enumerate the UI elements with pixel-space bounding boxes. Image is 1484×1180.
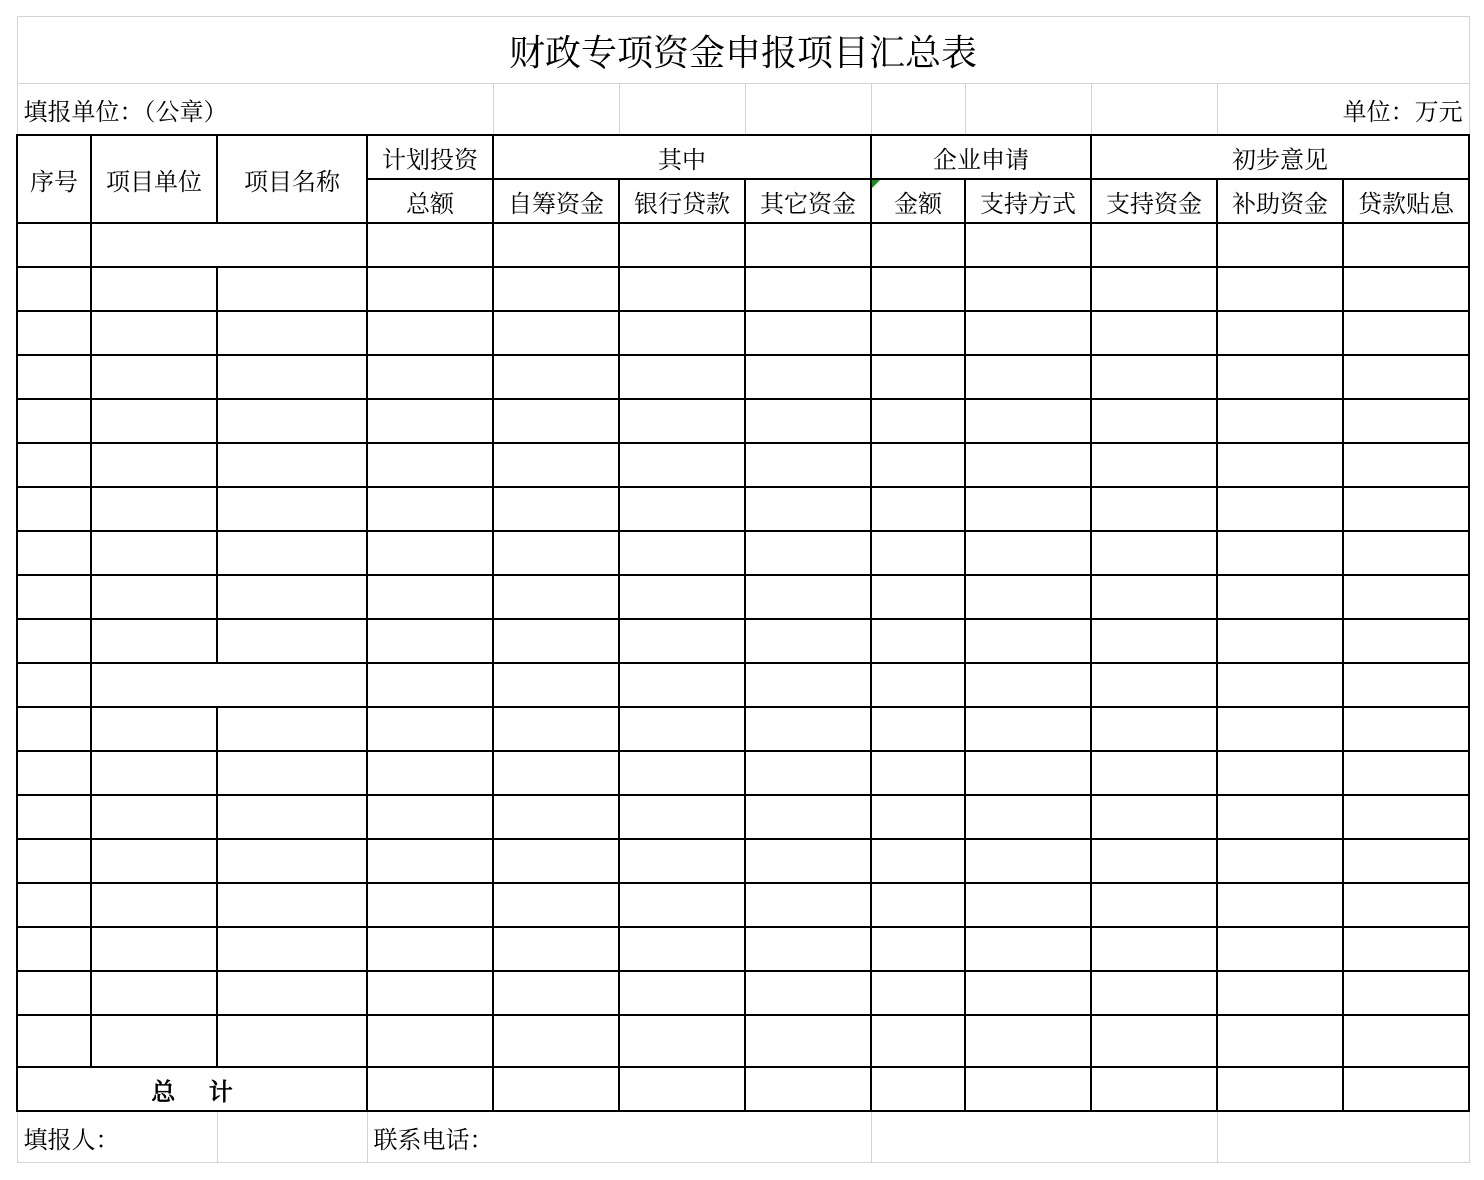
table-cell[interactable] [619, 267, 745, 311]
table-cell[interactable] [745, 971, 871, 1015]
table-cell[interactable] [1091, 1015, 1217, 1067]
table-cell[interactable] [217, 839, 367, 883]
table-row [17, 795, 1469, 839]
table-cell[interactable] [1217, 751, 1343, 795]
table-cell[interactable] [745, 487, 871, 531]
table-cell[interactable] [871, 795, 965, 839]
cell[interactable] [493, 84, 619, 136]
table-cell[interactable] [91, 1015, 217, 1067]
table-cell[interactable] [745, 663, 871, 707]
table-cell[interactable] [91, 927, 217, 971]
table-cell[interactable] [871, 707, 965, 751]
table-cell[interactable] [1217, 883, 1343, 927]
table-cell[interactable] [1091, 575, 1217, 619]
table-cell[interactable] [1343, 487, 1469, 531]
table-cell[interactable] [871, 883, 965, 927]
table-cell[interactable] [493, 575, 619, 619]
table-cell[interactable] [493, 355, 619, 399]
table-cell[interactable] [493, 223, 619, 267]
table-cell[interactable] [367, 927, 493, 971]
table-cell[interactable] [1217, 1015, 1343, 1067]
table-cell[interactable] [1343, 531, 1469, 575]
table-cell[interactable] [745, 839, 871, 883]
table-cell[interactable] [91, 531, 217, 575]
table-cell[interactable] [619, 707, 745, 751]
table-row [17, 839, 1469, 883]
header-seq: 序号 [17, 135, 91, 223]
table-cell[interactable] [871, 487, 965, 531]
table-cell[interactable] [493, 443, 619, 487]
table-cell[interactable] [367, 971, 493, 1015]
table-cell[interactable] [493, 839, 619, 883]
filler-label: 填报人： [17, 1111, 217, 1163]
table-cell[interactable] [1217, 443, 1343, 487]
table-cell[interactable] [1343, 751, 1469, 795]
header-other-funds: 其它资金 [745, 179, 871, 223]
table-cell[interactable] [745, 751, 871, 795]
table-cell[interactable] [1091, 751, 1217, 795]
table-cell[interactable] [1343, 399, 1469, 443]
table-cell[interactable] [367, 619, 493, 663]
table-cell[interactable] [871, 575, 965, 619]
header-subsidy-funds: 补助资金 [1217, 179, 1343, 223]
table-cell[interactable] [965, 883, 1091, 927]
table-cell[interactable] [367, 355, 493, 399]
table-cell[interactable] [1217, 927, 1343, 971]
table-row [17, 311, 1469, 355]
table-cell[interactable] [367, 795, 493, 839]
table-cell[interactable] [1091, 795, 1217, 839]
table-cell[interactable] [619, 311, 745, 355]
table-cell[interactable] [871, 839, 965, 883]
table-cell[interactable] [745, 575, 871, 619]
table-cell[interactable] [965, 531, 1091, 575]
cell[interactable] [619, 84, 745, 136]
table-cell[interactable] [871, 971, 965, 1015]
table-cell[interactable] [17, 575, 91, 619]
table-cell[interactable] [1343, 311, 1469, 355]
table-cell[interactable] [367, 839, 493, 883]
table-cell[interactable] [1343, 663, 1469, 707]
table-cell[interactable] [1217, 267, 1343, 311]
data-rows [17, 223, 1469, 1067]
table-cell[interactable] [1091, 223, 1217, 267]
table-cell[interactable] [871, 267, 965, 311]
table-cell[interactable] [1217, 399, 1343, 443]
table-cell[interactable] [217, 927, 367, 971]
table-cell[interactable] [367, 531, 493, 575]
table-cell[interactable] [1343, 971, 1469, 1015]
table-cell[interactable] [619, 1015, 745, 1067]
table-cell[interactable] [871, 663, 965, 707]
table-cell[interactable] [1343, 575, 1469, 619]
table-cell[interactable] [871, 1015, 965, 1067]
table-cell[interactable] [1091, 267, 1217, 311]
table-cell[interactable] [91, 355, 217, 399]
table-cell[interactable] [217, 487, 367, 531]
table-cell[interactable] [1091, 311, 1217, 355]
table-cell[interactable] [745, 443, 871, 487]
table-row [17, 443, 1469, 487]
table-cell[interactable] [965, 751, 1091, 795]
cell[interactable] [745, 84, 871, 136]
table-cell[interactable] [745, 795, 871, 839]
table-cell[interactable] [91, 751, 217, 795]
table-cell[interactable] [1091, 443, 1217, 487]
total-cell[interactable] [1091, 1067, 1217, 1111]
table-cell[interactable] [619, 399, 745, 443]
table-cell[interactable] [1091, 619, 1217, 663]
cell[interactable] [871, 84, 965, 136]
table-row [17, 223, 1469, 267]
cell[interactable] [1091, 84, 1217, 136]
table-row [17, 883, 1469, 927]
total-cell[interactable] [745, 1067, 871, 1111]
table-cell[interactable] [17, 399, 91, 443]
table-cell[interactable] [619, 487, 745, 531]
table-cell[interactable] [17, 531, 91, 575]
table-cell[interactable] [17, 223, 91, 267]
phone-label: 联系电话： [367, 1111, 871, 1163]
table-cell[interactable] [1217, 487, 1343, 531]
total-cell[interactable] [619, 1067, 745, 1111]
cell[interactable] [965, 84, 1091, 136]
table-cell[interactable] [1343, 707, 1469, 751]
table-cell[interactable] [965, 707, 1091, 751]
table-cell[interactable] [1091, 531, 1217, 575]
table-row [17, 663, 1469, 707]
table-cell[interactable] [493, 971, 619, 1015]
header-total-amount: 总额 [367, 179, 493, 223]
table-cell[interactable] [17, 619, 91, 663]
table-cell[interactable] [1217, 531, 1343, 575]
table-cell[interactable] [217, 751, 367, 795]
table-cell[interactable] [367, 575, 493, 619]
table-cell[interactable] [217, 443, 367, 487]
table-cell[interactable] [17, 971, 91, 1015]
table-cell[interactable] [1343, 267, 1469, 311]
spreadsheet [16, 16, 1468, 1163]
table-cell[interactable] [619, 971, 745, 1015]
table-cell[interactable] [1091, 355, 1217, 399]
table-cell[interactable] [965, 795, 1091, 839]
table-cell[interactable] [965, 399, 1091, 443]
table-row [17, 355, 1469, 399]
table-cell[interactable] [1217, 575, 1343, 619]
table-cell[interactable] [1091, 663, 1217, 707]
table-cell[interactable] [493, 795, 619, 839]
summary-table [16, 16, 1470, 1163]
table-cell[interactable] [965, 311, 1091, 355]
cell[interactable] [1217, 1111, 1469, 1163]
header-among: 其中 [493, 135, 871, 179]
table-cell[interactable] [17, 751, 91, 795]
table-cell[interactable] [619, 355, 745, 399]
table-cell[interactable] [1217, 223, 1343, 267]
table-cell[interactable] [17, 663, 91, 707]
table-cell[interactable] [1343, 927, 1469, 971]
table-cell[interactable] [965, 663, 1091, 707]
table-cell[interactable] [1343, 883, 1469, 927]
table-cell[interactable] [91, 883, 217, 927]
table-cell[interactable] [619, 927, 745, 971]
table-cell[interactable] [91, 971, 217, 1015]
table-cell[interactable] [91, 267, 217, 311]
table-row [17, 575, 1469, 619]
table-row [17, 707, 1469, 751]
table-cell[interactable] [17, 1015, 91, 1067]
table-cell[interactable] [17, 311, 91, 355]
total-cell[interactable] [871, 1067, 965, 1111]
table-cell[interactable] [619, 663, 745, 707]
table-cell[interactable] [1343, 1015, 1469, 1067]
table-cell[interactable] [871, 443, 965, 487]
table-row [17, 971, 1469, 1015]
table-cell[interactable] [17, 355, 91, 399]
table-cell[interactable] [367, 663, 493, 707]
table-cell[interactable] [1217, 707, 1343, 751]
header-support-method: 支持方式 [965, 179, 1091, 223]
table-cell[interactable] [1343, 839, 1469, 883]
table-cell[interactable] [1217, 619, 1343, 663]
table-cell[interactable] [1217, 355, 1343, 399]
table-cell[interactable] [745, 1015, 871, 1067]
table-cell[interactable] [217, 531, 367, 575]
table-cell[interactable] [367, 399, 493, 443]
table-cell[interactable] [17, 487, 91, 531]
table-cell[interactable] [619, 575, 745, 619]
table-cell[interactable] [91, 795, 217, 839]
table-cell[interactable] [745, 311, 871, 355]
table-cell[interactable] [1343, 223, 1469, 267]
header-support-funds: 支持资金 [1091, 179, 1217, 223]
table-cell[interactable] [493, 883, 619, 927]
table-cell[interactable] [1091, 971, 1217, 1015]
table-cell[interactable] [619, 795, 745, 839]
table-cell[interactable] [91, 575, 217, 619]
table-cell[interactable] [745, 619, 871, 663]
table-cell[interactable] [871, 399, 965, 443]
table-cell[interactable] [367, 311, 493, 355]
table-cell[interactable] [619, 883, 745, 927]
table-cell[interactable] [493, 1015, 619, 1067]
table-cell[interactable] [91, 707, 217, 751]
table-cell[interactable] [1217, 311, 1343, 355]
table-cell[interactable] [745, 883, 871, 927]
table-cell[interactable] [1343, 795, 1469, 839]
table-cell[interactable] [493, 311, 619, 355]
table-cell[interactable] [745, 355, 871, 399]
table-cell[interactable] [493, 487, 619, 531]
table-cell[interactable] [1343, 619, 1469, 663]
table-cell[interactable] [871, 311, 965, 355]
table-cell[interactable] [367, 707, 493, 751]
table-row [17, 619, 1469, 663]
table-cell[interactable] [871, 531, 965, 575]
unit-label: 单位：万元 [1217, 84, 1469, 136]
table-cell[interactable] [871, 223, 965, 267]
table-cell[interactable] [965, 839, 1091, 883]
table-cell[interactable] [619, 619, 745, 663]
table-cell[interactable] [745, 531, 871, 575]
header-loan-interest: 贷款贴息 [1343, 179, 1469, 223]
table-cell[interactable] [965, 355, 1091, 399]
table-cell[interactable] [493, 663, 619, 707]
table-cell[interactable] [367, 443, 493, 487]
table-cell[interactable] [619, 443, 745, 487]
table-cell[interactable] [1091, 399, 1217, 443]
table-cell[interactable] [1217, 971, 1343, 1015]
table-cell[interactable] [1217, 839, 1343, 883]
total-cell[interactable] [367, 1067, 493, 1111]
table-cell[interactable] [91, 399, 217, 443]
table-cell[interactable] [1091, 839, 1217, 883]
header-preliminary-opinion: 初步意见 [1091, 135, 1469, 179]
table-cell[interactable] [619, 751, 745, 795]
table-cell[interactable] [619, 223, 745, 267]
table-cell[interactable] [91, 839, 217, 883]
table-cell[interactable] [745, 399, 871, 443]
table-cell[interactable] [965, 487, 1091, 531]
table-cell[interactable] [217, 311, 367, 355]
table-cell[interactable] [493, 531, 619, 575]
table-cell[interactable] [745, 707, 871, 751]
table-title: 财政专项资金申报项目汇总表 [17, 17, 1469, 84]
table-cell[interactable] [965, 1015, 1091, 1067]
table-row [17, 267, 1469, 311]
header-self-raised: 自筹资金 [493, 179, 619, 223]
table-cell[interactable] [217, 1015, 367, 1067]
table-cell[interactable] [1091, 487, 1217, 531]
table-cell[interactable] [91, 443, 217, 487]
table-cell[interactable] [1091, 707, 1217, 751]
table-cell[interactable] [17, 267, 91, 311]
table-cell[interactable] [1343, 355, 1469, 399]
header-plan-investment: 计划投资 [367, 135, 493, 179]
table-cell[interactable] [619, 839, 745, 883]
table-cell[interactable] [17, 795, 91, 839]
table-cell[interactable] [965, 223, 1091, 267]
table-cell[interactable] [91, 311, 217, 355]
table-cell[interactable] [217, 795, 367, 839]
cell[interactable] [217, 1111, 367, 1163]
table-cell[interactable] [217, 355, 367, 399]
table-row [17, 531, 1469, 575]
table-cell[interactable] [871, 927, 965, 971]
total-cell[interactable] [965, 1067, 1091, 1111]
table-cell[interactable] [965, 927, 1091, 971]
total-cell[interactable] [493, 1067, 619, 1111]
table-cell[interactable] [1217, 795, 1343, 839]
table-cell[interactable] [871, 355, 965, 399]
header-project-unit: 项目单位 [91, 135, 217, 223]
table-cell[interactable] [871, 751, 965, 795]
table-cell[interactable] [91, 223, 367, 267]
table-cell[interactable] [493, 267, 619, 311]
table-row [17, 487, 1469, 531]
header-amount: 金额 [871, 179, 965, 223]
table-cell[interactable] [965, 971, 1091, 1015]
table-cell[interactable] [965, 267, 1091, 311]
table-cell[interactable] [965, 575, 1091, 619]
total-cell[interactable] [1343, 1067, 1469, 1111]
table-cell[interactable] [217, 267, 367, 311]
table-cell[interactable] [217, 707, 367, 751]
total-label [17, 1067, 367, 1111]
table-cell[interactable] [493, 707, 619, 751]
table-row [17, 927, 1469, 971]
table-cell[interactable] [493, 751, 619, 795]
table-cell[interactable] [367, 883, 493, 927]
table-cell[interactable] [217, 399, 367, 443]
header-project-name: 项目名称 [217, 135, 367, 223]
table-cell[interactable] [217, 971, 367, 1015]
table-row [17, 1015, 1469, 1067]
table-cell[interactable] [965, 619, 1091, 663]
table-cell[interactable] [217, 883, 367, 927]
table-cell[interactable] [871, 619, 965, 663]
table-cell[interactable] [367, 1015, 493, 1067]
table-cell[interactable] [367, 223, 493, 267]
header-bank-loan: 银行贷款 [619, 179, 745, 223]
table-row [17, 751, 1469, 795]
total-cell[interactable] [1217, 1067, 1343, 1111]
table-cell[interactable] [17, 707, 91, 751]
table-cell[interactable] [1091, 927, 1217, 971]
table-cell[interactable] [217, 575, 367, 619]
table-cell[interactable] [17, 927, 91, 971]
table-cell[interactable] [217, 619, 367, 663]
table-cell[interactable] [1217, 663, 1343, 707]
table-cell[interactable] [745, 927, 871, 971]
table-cell[interactable] [91, 619, 217, 663]
table-cell[interactable] [17, 443, 91, 487]
table-cell[interactable] [1091, 883, 1217, 927]
table-cell[interactable] [965, 443, 1091, 487]
table-cell[interactable] [619, 531, 745, 575]
table-cell[interactable] [367, 751, 493, 795]
filler-unit-label: 填报单位：（公章） [17, 84, 493, 136]
table-cell[interactable] [493, 927, 619, 971]
table-row [17, 399, 1469, 443]
table-cell[interactable] [493, 619, 619, 663]
table-cell[interactable] [367, 267, 493, 311]
table-cell[interactable] [91, 487, 217, 531]
table-cell[interactable] [493, 399, 619, 443]
table-cell[interactable] [17, 839, 91, 883]
table-cell[interactable] [17, 883, 91, 927]
header-enterprise-apply: 企业申请 [871, 135, 1091, 179]
table-cell[interactable] [91, 663, 367, 707]
total-label-text: 总 计 [151, 1077, 233, 1106]
cell[interactable] [871, 1111, 1217, 1163]
table-cell[interactable] [1343, 443, 1469, 487]
table-cell[interactable] [745, 267, 871, 311]
table-cell[interactable] [745, 223, 871, 267]
table-cell[interactable] [367, 487, 493, 531]
